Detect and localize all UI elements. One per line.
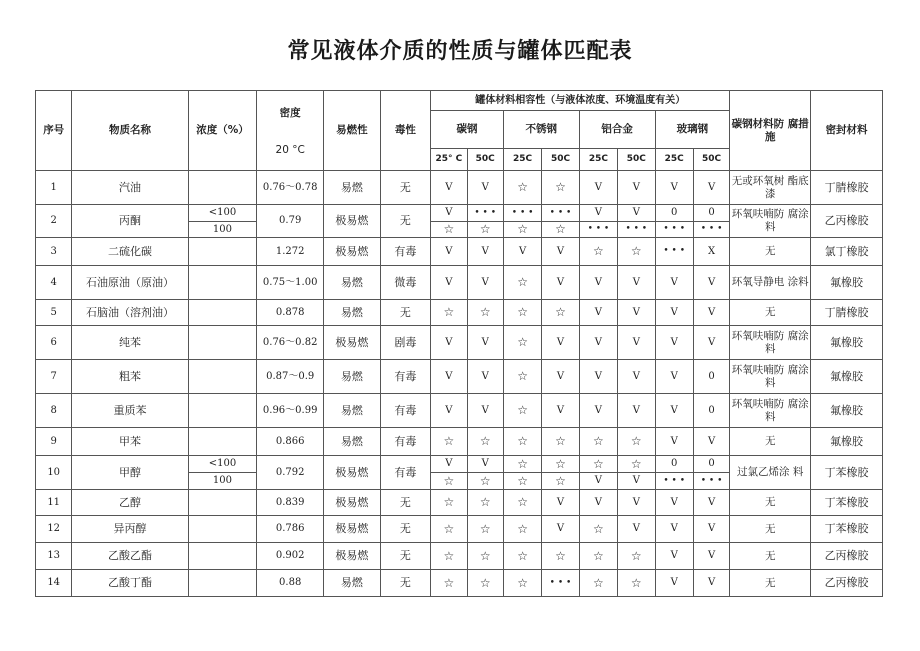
cell-name: 乙酸丁酯 <box>72 570 188 597</box>
cell-toxicity: 有毒 <box>380 428 431 456</box>
cell-compat-4: ☆ <box>579 456 617 473</box>
cell-compat-1: V <box>467 266 503 300</box>
table-row <box>36 456 883 473</box>
cell-compat-3: V <box>542 238 579 266</box>
cell-compat-0: V <box>431 456 467 473</box>
cell-compat-7: 0 <box>693 360 729 394</box>
cell-conc <box>188 171 257 205</box>
cell-seal: 丁腈橡胶 <box>811 171 883 205</box>
table-row <box>36 570 883 597</box>
cell-name: 异丙醇 <box>72 516 188 543</box>
cell-conc <box>188 300 257 326</box>
cell-flammability: 易燃 <box>324 171 381 205</box>
cell-seq: 3 <box>36 238 72 266</box>
cell-seal: 丁苯橡胶 <box>811 490 883 516</box>
header-compat: 罐体材料相容性（与液体浓度、环境温度有关） <box>431 91 730 111</box>
cell-name: 石脑油（溶剂油） <box>72 300 188 326</box>
cell-compat-4: ☆ <box>579 543 617 570</box>
cell-compat-0: ☆ <box>431 516 467 543</box>
cell-seq: 4 <box>36 266 72 300</box>
header-temp-1: 50C <box>467 149 503 171</box>
cell-compat-3: • • • <box>542 205 579 222</box>
header-fiberglass: 玻璃钢 <box>655 111 730 149</box>
table-row <box>36 205 883 222</box>
header-temp-2: 25C <box>503 149 541 171</box>
cell-toxicity: 无 <box>380 490 431 516</box>
cell-compat-0: ☆ <box>431 222 467 238</box>
cell-compat-1: V <box>467 326 503 360</box>
cell-compat-2: ☆ <box>503 394 541 428</box>
cell-flammability: 极易燃 <box>324 205 381 238</box>
cell-seq: 1 <box>36 171 72 205</box>
cell-compat-7: V <box>693 516 729 543</box>
cell-conc <box>188 428 257 456</box>
cell-compat-0: V <box>431 326 467 360</box>
cell-density: 0.76～0.82 <box>257 326 324 360</box>
header-density <box>257 91 324 171</box>
cell-compat-2: ☆ <box>503 490 541 516</box>
cell-compat-5: • • • <box>618 222 655 238</box>
cell-compat-0: V <box>431 360 467 394</box>
cell-seal: 乙丙橡胶 <box>811 543 883 570</box>
cell-compat-1: ☆ <box>467 300 503 326</box>
table-row <box>36 490 883 516</box>
cell-protection: 无 <box>730 490 811 516</box>
cell-name: 甲苯 <box>72 428 188 456</box>
cell-seal: 丁苯橡胶 <box>811 456 883 490</box>
cell-compat-5: V <box>618 490 655 516</box>
cell-compat-0: ☆ <box>431 428 467 456</box>
cell-flammability: 易燃 <box>324 570 381 597</box>
cell-conc <box>188 326 257 360</box>
cell-compat-4: ☆ <box>579 516 617 543</box>
cell-compat-2: ☆ <box>503 543 541 570</box>
cell-protection: 无 <box>730 570 811 597</box>
cell-seq: 10 <box>36 456 72 490</box>
cell-compat-1: V <box>467 171 503 205</box>
cell-density: 0.866 <box>257 428 324 456</box>
cell-compat-5: V <box>618 516 655 543</box>
cell-compat-5: V <box>618 205 655 222</box>
cell-flammability: 极易燃 <box>324 326 381 360</box>
table-row <box>36 543 883 570</box>
cell-compat-6: • • • <box>655 238 693 266</box>
cell-name: 石油原油（原油） <box>72 266 188 300</box>
cell-compat-3: ☆ <box>542 428 579 456</box>
cell-conc <box>188 238 257 266</box>
cell-compat-1: V <box>467 394 503 428</box>
cell-compat-1: V <box>467 456 503 473</box>
cell-compat-7: X <box>693 238 729 266</box>
cell-toxicity: 微毒 <box>380 266 431 300</box>
cell-compat-4: V <box>579 394 617 428</box>
cell-compat-1: V <box>467 360 503 394</box>
cell-compat-3: ☆ <box>542 171 579 205</box>
cell-compat-6: V <box>655 300 693 326</box>
cell-compat-4: V <box>579 266 617 300</box>
cell-density: 0.88 <box>257 570 324 597</box>
cell-compat-3: V <box>542 360 579 394</box>
cell-compat-4: V <box>579 205 617 222</box>
cell-compat-7: V <box>693 326 729 360</box>
header-carbon-steel: 碳钢 <box>431 111 504 149</box>
cell-density: 0.96～0.99 <box>257 394 324 428</box>
cell-compat-4: V <box>579 171 617 205</box>
cell-density: 0.75～1.00 <box>257 266 324 300</box>
cell-density: 1.272 <box>257 238 324 266</box>
header-density-label: 密度 <box>279 106 301 119</box>
cell-density: 0.76～0.78 <box>257 171 324 205</box>
header-protection: 碳钢材料防 腐措施 <box>730 91 811 171</box>
cell-compat-2: ☆ <box>503 456 541 473</box>
cell-protection: 环氧呋喃防 腐涂料 <box>730 394 811 428</box>
cell-compat-5: V <box>618 360 655 394</box>
table-row <box>36 238 883 266</box>
compatibility-table <box>35 90 883 597</box>
cell-compat-5: V <box>618 473 655 490</box>
cell-name: 粗苯 <box>72 360 188 394</box>
cell-conc <box>188 360 257 394</box>
cell-conc <box>188 394 257 428</box>
cell-seq: 12 <box>36 516 72 543</box>
cell-compat-2: V <box>503 238 541 266</box>
cell-conc <box>188 266 257 300</box>
header-temp-3: 50C <box>542 149 579 171</box>
cell-seal: 氟橡胶 <box>811 360 883 394</box>
cell-compat-0: V <box>431 394 467 428</box>
header-temp-0: 25° C <box>431 149 467 171</box>
cell-compat-1: ☆ <box>467 490 503 516</box>
cell-compat-5: V <box>618 266 655 300</box>
cell-compat-6: V <box>655 516 693 543</box>
cell-compat-5: ☆ <box>618 238 655 266</box>
cell-protection: 无 <box>730 543 811 570</box>
cell-protection: 环氧呋喃防 腐涂料 <box>730 360 811 394</box>
header-temp-4: 25C <box>579 149 617 171</box>
cell-compat-7: V <box>693 428 729 456</box>
cell-compat-7: 0 <box>693 394 729 428</box>
table-row <box>36 266 883 300</box>
cell-conc <box>188 570 257 597</box>
header-toxicity: 毒性 <box>380 91 431 171</box>
header-name: 物质名称 <box>72 91 188 171</box>
cell-toxicity: 无 <box>380 543 431 570</box>
cell-compat-0: V <box>431 238 467 266</box>
cell-conc <box>188 490 257 516</box>
cell-compat-7: V <box>693 171 729 205</box>
cell-seq: 14 <box>36 570 72 597</box>
cell-name: 甲醇 <box>72 456 188 490</box>
cell-flammability: 易燃 <box>324 300 381 326</box>
cell-compat-6: V <box>655 490 693 516</box>
cell-compat-3: ☆ <box>542 456 579 473</box>
cell-flammability: 极易燃 <box>324 456 381 490</box>
cell-protection: 过氯乙烯涂 料 <box>730 456 811 490</box>
cell-density: 0.902 <box>257 543 324 570</box>
cell-toxicity: 有毒 <box>380 238 431 266</box>
cell-toxicity: 有毒 <box>380 456 431 490</box>
cell-compat-2: ☆ <box>503 428 541 456</box>
cell-compat-5: ☆ <box>618 543 655 570</box>
cell-compat-6: V <box>655 326 693 360</box>
cell-compat-7: • • • <box>693 222 729 238</box>
cell-toxicity: 剧毒 <box>380 326 431 360</box>
cell-compat-4: V <box>579 300 617 326</box>
cell-protection: 环氧呋喃防 腐涂料 <box>730 326 811 360</box>
cell-flammability: 极易燃 <box>324 490 381 516</box>
cell-conc: <100 <box>188 205 257 222</box>
cell-flammability: 易燃 <box>324 428 381 456</box>
cell-compat-0: ☆ <box>431 570 467 597</box>
table-row <box>36 171 883 205</box>
cell-compat-2: • • • <box>503 205 541 222</box>
cell-compat-3: ☆ <box>542 543 579 570</box>
cell-compat-6: • • • <box>655 222 693 238</box>
cell-compat-3: V <box>542 326 579 360</box>
cell-compat-1: ☆ <box>467 516 503 543</box>
cell-protection: 无 <box>730 428 811 456</box>
cell-name: 重质苯 <box>72 394 188 428</box>
cell-compat-7: 0 <box>693 205 729 222</box>
cell-seal: 乙丙橡胶 <box>811 205 883 238</box>
cell-conc: 100 <box>188 473 257 490</box>
cell-compat-1: ☆ <box>467 428 503 456</box>
cell-seq: 5 <box>36 300 72 326</box>
table-row <box>36 360 883 394</box>
cell-compat-3: ☆ <box>542 473 579 490</box>
table-row <box>36 300 883 326</box>
cell-seq: 8 <box>36 394 72 428</box>
header-seq: 序号 <box>36 91 72 171</box>
cell-protection: 环氧导静电 涂料 <box>730 266 811 300</box>
cell-compat-2: ☆ <box>503 570 541 597</box>
cell-flammability: 极易燃 <box>324 238 381 266</box>
cell-compat-6: 0 <box>655 456 693 473</box>
cell-compat-7: V <box>693 266 729 300</box>
cell-toxicity: 无 <box>380 570 431 597</box>
cell-flammability: 易燃 <box>324 360 381 394</box>
cell-compat-0: ☆ <box>431 543 467 570</box>
cell-compat-2: ☆ <box>503 171 541 205</box>
table-row <box>36 326 883 360</box>
cell-conc <box>188 516 257 543</box>
cell-compat-7: • • • <box>693 473 729 490</box>
cell-compat-7: V <box>693 490 729 516</box>
cell-compat-7: V <box>693 300 729 326</box>
cell-protection: 环氧呋喃防 腐涂料 <box>730 205 811 238</box>
cell-flammability: 极易燃 <box>324 543 381 570</box>
cell-name: 乙醇 <box>72 490 188 516</box>
cell-name: 乙酸乙酯 <box>72 543 188 570</box>
cell-compat-6: V <box>655 428 693 456</box>
cell-compat-2: ☆ <box>503 266 541 300</box>
header-flammability: 易燃性 <box>324 91 381 171</box>
cell-name: 丙酮 <box>72 205 188 238</box>
cell-conc: 100 <box>188 222 257 238</box>
cell-seal: 氟橡胶 <box>811 428 883 456</box>
cell-density: 0.792 <box>257 456 324 490</box>
cell-compat-7: V <box>693 543 729 570</box>
cell-toxicity: 有毒 <box>380 394 431 428</box>
cell-protection: 无或环氧树 酯底漆 <box>730 171 811 205</box>
cell-compat-1: • • • <box>467 205 503 222</box>
cell-flammability: 易燃 <box>324 266 381 300</box>
cell-compat-4: ☆ <box>579 428 617 456</box>
cell-seal: 氟橡胶 <box>811 394 883 428</box>
cell-seq: 9 <box>36 428 72 456</box>
cell-flammability: 易燃 <box>324 394 381 428</box>
cell-compat-4: V <box>579 473 617 490</box>
cell-density: 0.786 <box>257 516 324 543</box>
cell-compat-3: V <box>542 266 579 300</box>
cell-compat-3: V <box>542 516 579 543</box>
header-stainless: 不锈钢 <box>503 111 579 149</box>
cell-density: 0.87～0.9 <box>257 360 324 394</box>
cell-compat-2: ☆ <box>503 473 541 490</box>
cell-conc <box>188 543 257 570</box>
cell-compat-6: V <box>655 543 693 570</box>
cell-compat-4: V <box>579 326 617 360</box>
cell-density: 0.839 <box>257 490 324 516</box>
table-row <box>36 394 883 428</box>
cell-compat-0: ☆ <box>431 473 467 490</box>
header-conc: 浓度（%） <box>188 91 257 171</box>
cell-name: 纯苯 <box>72 326 188 360</box>
cell-seq: 7 <box>36 360 72 394</box>
cell-compat-6: V <box>655 171 693 205</box>
cell-seal: 氯丁橡胶 <box>811 238 883 266</box>
cell-compat-1: ☆ <box>467 222 503 238</box>
cell-compat-5: ☆ <box>618 570 655 597</box>
cell-density: 0.878 <box>257 300 324 326</box>
cell-compat-0: V <box>431 266 467 300</box>
cell-compat-3: ☆ <box>542 300 579 326</box>
cell-compat-4: • • • <box>579 222 617 238</box>
cell-compat-2: ☆ <box>503 222 541 238</box>
header-aluminum: 铝合金 <box>579 111 655 149</box>
cell-compat-1: ☆ <box>467 543 503 570</box>
cell-compat-4: ☆ <box>579 238 617 266</box>
cell-compat-0: V <box>431 171 467 205</box>
cell-compat-2: ☆ <box>503 300 541 326</box>
cell-compat-1: ☆ <box>467 570 503 597</box>
cell-compat-6: • • • <box>655 473 693 490</box>
cell-compat-4: V <box>579 360 617 394</box>
header-temp-6: 25C <box>655 149 693 171</box>
table-row <box>36 428 883 456</box>
cell-compat-1: ☆ <box>467 473 503 490</box>
header-seal: 密封材料 <box>811 91 883 171</box>
cell-compat-6: V <box>655 266 693 300</box>
cell-compat-6: V <box>655 394 693 428</box>
cell-compat-0: ☆ <box>431 300 467 326</box>
header-temp-5: 50C <box>618 149 655 171</box>
header-density-temp: 20 °C <box>275 143 305 156</box>
table-row <box>36 516 883 543</box>
cell-toxicity: 无 <box>380 171 431 205</box>
cell-compat-2: ☆ <box>503 516 541 543</box>
cell-seal: 丁腈橡胶 <box>811 300 883 326</box>
cell-name: 二硫化碳 <box>72 238 188 266</box>
cell-compat-1: V <box>467 238 503 266</box>
cell-compat-3: ☆ <box>542 222 579 238</box>
cell-compat-0: ☆ <box>431 490 467 516</box>
cell-compat-5: V <box>618 300 655 326</box>
cell-compat-3: V <box>542 394 579 428</box>
cell-compat-5: V <box>618 326 655 360</box>
cell-compat-3: • • • <box>542 570 579 597</box>
cell-toxicity: 有毒 <box>380 360 431 394</box>
cell-compat-2: ☆ <box>503 326 541 360</box>
cell-compat-6: 0 <box>655 205 693 222</box>
cell-compat-7: 0 <box>693 456 729 473</box>
cell-density: 0.79 <box>257 205 324 238</box>
cell-compat-4: ☆ <box>579 570 617 597</box>
cell-compat-6: V <box>655 570 693 597</box>
cell-compat-6: V <box>655 360 693 394</box>
cell-compat-7: V <box>693 570 729 597</box>
cell-flammability: 极易燃 <box>324 516 381 543</box>
cell-seq: 11 <box>36 490 72 516</box>
cell-protection: 无 <box>730 238 811 266</box>
cell-toxicity: 无 <box>380 300 431 326</box>
cell-toxicity: 无 <box>380 516 431 543</box>
cell-compat-3: V <box>542 490 579 516</box>
header-temp-7: 50C <box>693 149 729 171</box>
cell-seal: 氟橡胶 <box>811 266 883 300</box>
cell-toxicity: 无 <box>380 205 431 238</box>
cell-compat-5: ☆ <box>618 456 655 473</box>
cell-compat-0: V <box>431 205 467 222</box>
cell-name: 汽油 <box>72 171 188 205</box>
cell-compat-4: V <box>579 490 617 516</box>
cell-compat-5: V <box>618 171 655 205</box>
cell-compat-5: V <box>618 394 655 428</box>
page-title: 常见液体介质的性质与罐体匹配表 <box>287 39 633 64</box>
cell-seq: 13 <box>36 543 72 570</box>
cell-compat-5: ☆ <box>618 428 655 456</box>
cell-conc: <100 <box>188 456 257 473</box>
cell-seq: 6 <box>36 326 72 360</box>
cell-seal: 氟橡胶 <box>811 326 883 360</box>
cell-protection: 无 <box>730 516 811 543</box>
cell-seal: 丁苯橡胶 <box>811 516 883 543</box>
cell-seal: 乙丙橡胶 <box>811 570 883 597</box>
cell-protection: 无 <box>730 300 811 326</box>
cell-compat-2: ☆ <box>503 360 541 394</box>
cell-seq: 2 <box>36 205 72 238</box>
